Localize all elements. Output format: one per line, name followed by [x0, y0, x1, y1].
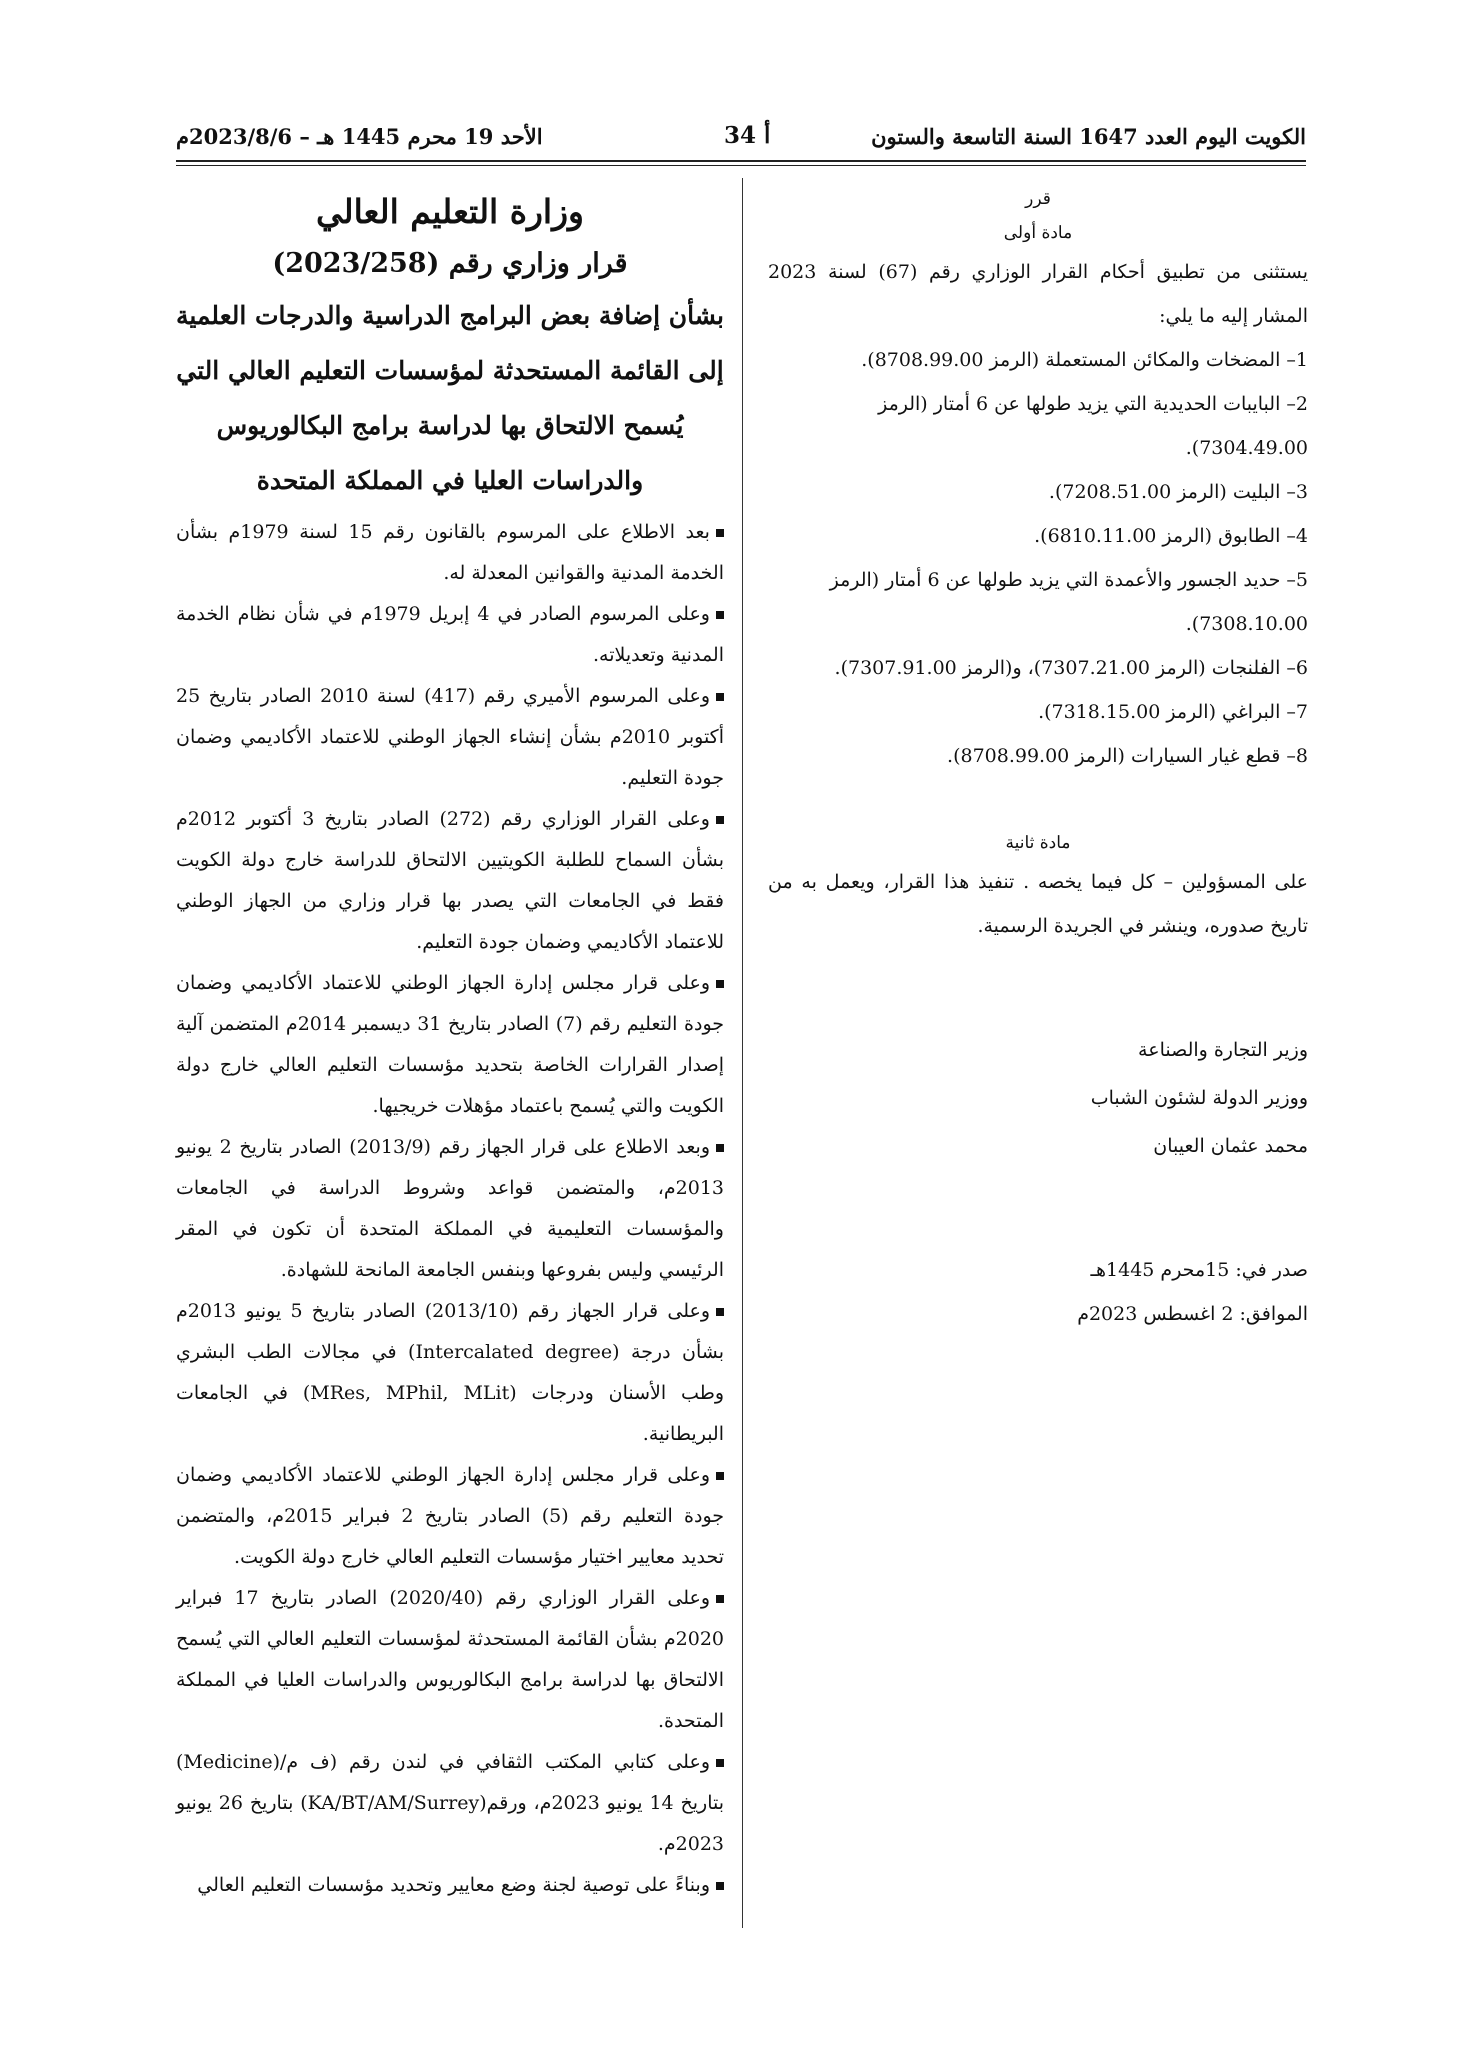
bullet-square-icon: [716, 693, 724, 701]
article-2-text: على المسؤولين – كل فيما يخصه . تنفيذ هذا القرار، ويعمل به من تاريخ صدوره، وينشر في الجريدة الرسمية.: [768, 871, 1308, 937]
issue-date: الأحد 19 محرم 1445 هـ – 2023/8/6م: [176, 124, 543, 149]
preamble-item: وعلى كتابي المكتب الثقافي في لندن رقم (ف م/(Medicine) بتاريخ 14 يونيو 2023م، ورقم(KA/BT/AM/Surrey) بتاريخ 26 يونيو 2023م.: [176, 1751, 725, 1855]
bullet-square-icon: [716, 1472, 724, 1480]
issue-date-hijri: صدر في: 15محرم 1445هـ: [1090, 1259, 1308, 1281]
preamble-item: وعلى المرسوم الأميري رقم (417) لسنة 2010 الصادر بتاريخ 25 أكتوبر 2010م بشأن إنشاء الجهاز الوطني للاعتماد الأكاديمي وضمان جودة التعليم.: [176, 685, 725, 789]
article-1-title: مادة أولى: [1003, 223, 1073, 243]
preamble-item: وعلى قرار الجهاز رقم (2013/10) الصادر بتاريخ 5 يونيو 2013م بشأن درجة (Intercalated degree) في مجالات الطب البشري وطب الأسنان ودرجات (MRes, MPhil, MLit) في الجامعات البريطانية.: [176, 1300, 724, 1445]
exemption-item: 8– قطع غيار السيارات (الرمز 8708.99.00).: [947, 745, 1308, 767]
decree-subject: بشأن إضافة بعض البرامج الدراسية والدرجات العلمية إلى القائمة المستحدثة لمؤسسات التعليم العالي التي يُسمح الالتحاق بها لدراسة برامج البكالوريوس والدراسات العليا في المملكة المتحدة: [176, 301, 724, 495]
preamble-item: وبعد الاطلاع على قرار الجهاز رقم (2013/9) الصادر بتاريخ 2 يونيو 2013م، والمتضمن قواعد وشروط الدراسة في الجامعات والمؤسسات التعليمية في المملكة المتحدة أن تكون في المقر الرئيسي وليس بفروعها وبنفس الجامعة المانحة للشهادة.: [176, 1136, 724, 1281]
bullet-square-icon: [716, 1308, 724, 1316]
preamble-item: وعلى القرار الوزاري رقم (2020/40) الصادر بتاريخ 17 فبراير 2020م بشأن القائمة المستحدثة لمؤسسات التعليم العالي التي يُسمح الالتحاق بها لدراسة برامج البكالوريوس والدراسات العليا في المملكة المتحدة.: [176, 1587, 724, 1732]
exemption-item: 6– الفلنجات (الرمز 7307.21.00)، و(الرمز 7307.91.00).: [834, 657, 1308, 679]
header-rule-thick: [176, 160, 1306, 162]
signatory-name: محمد عثمان العيبان: [1153, 1135, 1308, 1157]
left-column: [176, 182, 724, 1906]
exemption-item: 4– الطابوق (الرمز 6810.11.00).: [1034, 525, 1308, 547]
issue-date-gregorian: الموافق: 2 اغسطس 2023م: [1077, 1303, 1308, 1325]
bullet-square-icon: [716, 980, 724, 988]
bullet-square-icon: [716, 1759, 724, 1767]
right-column: [768, 182, 1308, 1336]
article-1-intro: يستثنى من تطبيق أحكام القرار الوزاري رقم (67) لسنة 2023 المشار إليه ما يلي:: [768, 261, 1309, 327]
bullet-square-icon: [716, 1144, 724, 1152]
header-rule-thin: [176, 165, 1306, 166]
preamble-item: وعلى القرار الوزاري رقم (272) الصادر بتاريخ 3 أكتوبر 2012م بشأن السماح للطلبة الكويتيين الالتحاق للدراسة خارج دولة الكويت فقط في الجامعات التي يصدر بها قرار وزاري من الجهاز الوطني للاعتماد الأكاديمي وضمان جودة التعليم.: [176, 808, 724, 953]
preamble-item: بعد الاطلاع على المرسوم بالقانون رقم 15 لسنة 1979م بشأن الخدمة المدنية والقوانين المعدلة له.: [176, 521, 724, 584]
preamble-item: وعلى المرسوم الصادر في 4 إبريل 1979م في شأن نظام الخدمة المدنية وتعديلاته.: [176, 603, 724, 666]
exemption-item: 2– البايبات الحديدية التي يزيد طولها عن 6 أمتار (الرمز 7304.49.00).: [878, 393, 1308, 459]
gazette-issue-info: الكويت اليوم العدد 1647 السنة التاسعة والستون: [871, 124, 1306, 149]
page-header: [176, 118, 1306, 158]
bullet-square-icon: [716, 1882, 724, 1890]
ministry-title: وزارة التعليم العالي: [316, 192, 584, 231]
exemption-item: 1– المضخات والمكائن المستعملة (الرمز 8708.99.00).: [861, 349, 1308, 371]
signatory-title-1: وزير التجارة والصناعة: [1138, 1039, 1308, 1061]
exemption-item: 7– البراغي (الرمز 7318.15.00).: [1038, 701, 1308, 723]
exemption-item: 5– حديد الجسور والأعمدة التي يزيد طولها عن 6 أمتار (الرمز 7308.10.00).: [829, 569, 1308, 635]
bullet-square-icon: [716, 529, 724, 537]
signatory-title-2: ووزير الدولة لشئون الشباب: [1090, 1087, 1308, 1109]
decided-heading: قرر: [1025, 189, 1051, 209]
bullet-square-icon: [716, 1595, 724, 1603]
decree-number: قرار وزاري رقم (2023/258): [272, 248, 628, 279]
bullet-square-icon: [716, 816, 724, 824]
article-2-title: مادة ثانية: [1005, 833, 1071, 853]
preamble-item: وعلى قرار مجلس إدارة الجهاز الوطني للاعتماد الأكاديمي وضمان جودة التعليم رقم (7) الصادر بتاريخ 31 ديسمبر 2014م المتضمن آلية إصدار القرارات الخاصة بتحديد مؤسسات التعليم العالي خارج دولة الكويت والتي يُسمح باعتماد مؤهلات خريجيها.: [176, 972, 725, 1117]
preamble-item: وعلى قرار مجلس إدارة الجهاز الوطني للاعتماد الأكاديمي وضمان جودة التعليم رقم (5) الصادر بتاريخ 2 فبراير 2015م، والمتضمن تحديد معايير اختيار مؤسسات التعليم العالي خارج دولة الكويت.: [176, 1464, 725, 1568]
bullet-square-icon: [716, 611, 724, 619]
exemption-item: 3– البليت (الرمز 7208.51.00).: [1048, 481, 1308, 503]
column-divider: [742, 178, 743, 1928]
preamble-item: وبناءً على توصية لجنة وضع معايير وتحديد مؤسسات التعليم العالي: [176, 1865, 724, 1906]
page-number: أ 34: [724, 122, 771, 149]
